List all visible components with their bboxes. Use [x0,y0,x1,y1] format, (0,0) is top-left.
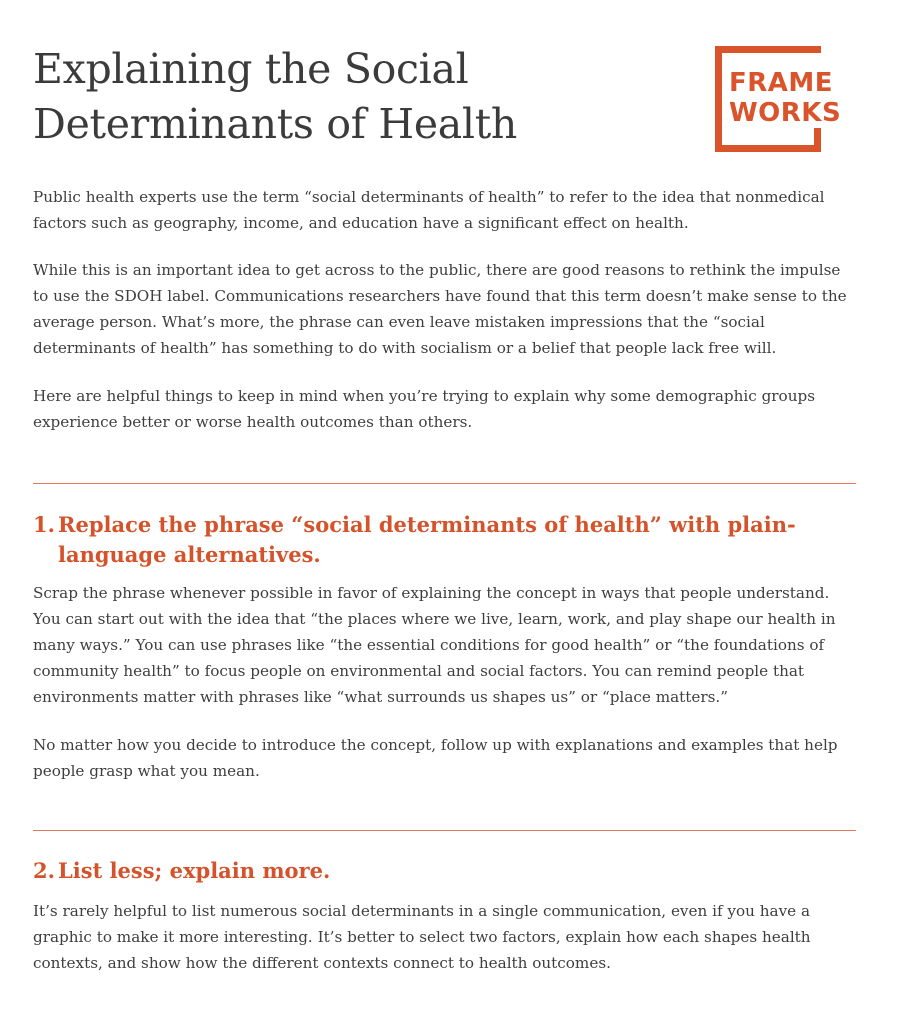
section-2-heading-line-1: List less; explain more. [58,858,331,883]
section-2-heading [33,856,843,886]
intro-paragraph-2: While this is an important idea to get across to the public, there are good reasons to rethink the impulse to use the SDOH label. Communications researchers have found that this term doesn’t make sense to the average person. What’s more, the phrase can even leave mistaken impressions that the “social determinants of health” has something to do with socialism or a belief that people lack free will. [33,261,847,357]
section-1-paragraph-1: Scrap the phrase whenever possible in favor of explaining the concept in ways that people understand. You can start out with the idea that “the places where we live, learn, work, and play shape our health in many ways.” You can use phrases like “the essential conditions for good health” or “the foundations of community health” to focus people on environmental and social factors. You can remind people that environments matter with phrases like “what surrounds us shapes us” or “place matters.” [33,584,836,706]
section-1-heading-line-1: Replace the phrase “social determinants of health” with plain- [58,512,796,537]
logo-frame-left [715,46,722,152]
logo-line-2: WORKS [729,98,842,128]
section-1-number: 1. [33,512,55,537]
logo-line-1: FRAME [729,68,834,98]
logo-frame-top [715,46,821,53]
logo-wordmark [729,68,843,128]
intro-paragraph-1: Public health experts use the term “social determinants of health” to refer to the idea that nonmedical factors such as geography, income, and education have a significant effect on health. [33,188,825,232]
frameworks-logo [715,46,851,152]
logo-frame-bottom [715,145,821,152]
page-title [33,42,673,152]
intro-paragraph-3: Here are helpful things to keep in mind when you’re trying to explain why some demographic groups experience better or worse health outcomes than others. [33,387,816,431]
title-line-2: Determinants of Health [33,100,518,148]
section-2-paragraph-1: It’s rarely helpful to list numerous social determinants in a single communication, even if you have a graphic to make it more interesting. It’s better to select two factors, explain how each shapes health contexts, and show how the different contexts connect to health outcomes. [33,902,811,972]
section-1-heading-line-2: language alternatives. [58,542,321,567]
section-2-number: 2. [33,858,55,883]
title-line-1: Explaining the Social [33,45,469,93]
section-1-paragraph-2: No matter how you decide to introduce the concept, follow up with explanations and examples that help people grasp what you mean. [33,736,838,780]
section-1-heading [33,510,843,570]
section-divider-1 [33,483,856,484]
section-divider-2 [33,830,856,831]
